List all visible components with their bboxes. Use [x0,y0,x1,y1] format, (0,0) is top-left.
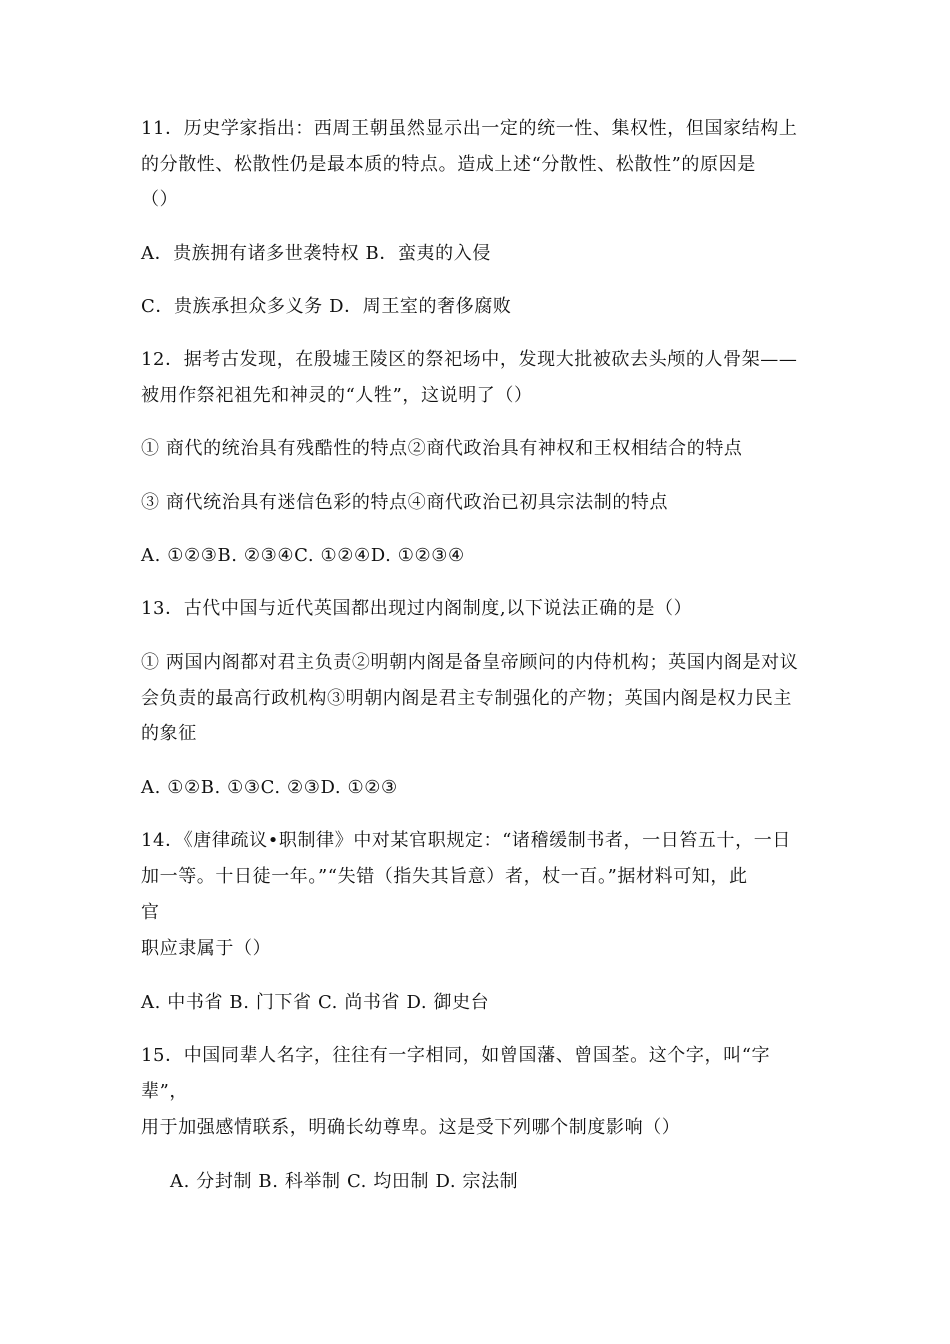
q12-stem-line-2: 被用作祭祀祖先和神灵的“人牲”，这说明了（） [141,385,533,406]
q13-options-line: A. ①②B. ①③C. ②③D. ①②③ [141,777,398,798]
q14-options-line: A. 中书省 B. 门下省 C. 尚书省 D. 御史台 [141,992,490,1013]
q13-stem-line-1: 13．古代中国与近代英国都出现过内阁制度,以下说法正确的是（） [141,598,693,619]
q11-options-line-2: C．贵族承担众多义务 D．周王室的奢侈腐败 [141,296,512,317]
q12-stem-line-1: 12．据考古发现，在殷墟王陵区的祭祀场中，发现大批被砍去头颅的人骨架—— [141,349,798,370]
q12-statement-line-1: ① 商代的统治具有残酷性的特点②商代政治具有神权和王权相结合的特点 [141,438,743,459]
q14-stem-line-4: 职应隶属于（） [141,938,272,959]
q15-stem-line-2: 辈”， [141,1081,189,1102]
q15-stem-line-3: 用于加强感情联系，明确长幼尊卑。这是受下列哪个制度影响（） [141,1117,681,1138]
q13-statement-line-2: 会负责的最高行政机构③明朝内阁是君主专制强化的产物；英国内阁是权力民主 [141,688,792,709]
q12-statement-line-2: ③ 商代统治具有迷信色彩的特点④商代政治已初具宗法制的特点 [141,492,669,513]
q14-stem-line-3: 官 [141,902,160,923]
q11-stem-line-2: 的分散性、松散性仍是最本质的特点。造成上述“分散性、松散性”的原因是 [141,154,756,175]
q14-stem-line-1: 14．《唐律疏议•职制律》中对某官职规定：“诸稽缓制书者，一日笞五十，一日 [141,830,791,851]
q13-statement-line-3: 的象征 [141,723,197,744]
q15-options-line: A. 分封制 B. 科举制 C. 均田制 D. 宗法制 [170,1171,519,1192]
q12-options-line: A. ①②③B. ②③④C. ①②④D. ①②③④ [141,545,465,566]
q11-stem-line-3: （） [141,189,179,210]
q14-stem-line-2: 加一等。十日徒一年。”“失错（指失其旨意）者，杖一百。”据材料可知，此 [141,866,748,887]
q11-options-line-1: A．贵族拥有诸多世袭特权 B．蛮夷的入侵 [141,243,491,264]
q15-stem-line-1: 15．中国同辈人名字，往往有一字相同，如曾国藩、曾国荃。这个字，叫“字 [141,1045,771,1066]
q13-statement-line-1: ① 两国内阁都对君主负责②明朝内阁是备皇帝顾问的内侍机构；英国内阁是对议 [141,652,799,673]
q11-stem-line-1: 11．历史学家指出：西周王朝虽然显示出一定的统一性、集权性，但国家结构上 [141,118,798,139]
